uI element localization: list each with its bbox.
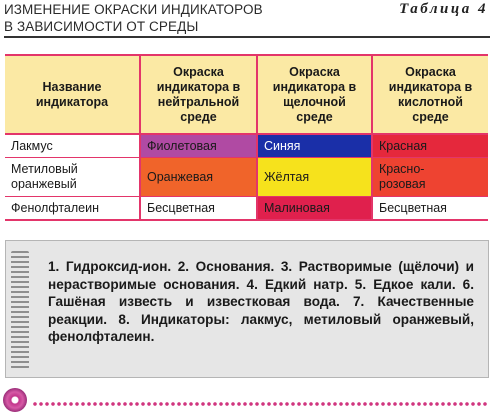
neutral-color-cell: Фиолетовая bbox=[140, 134, 257, 158]
indicator-name-line-1: Метиловый bbox=[11, 162, 78, 176]
header-divider bbox=[4, 36, 490, 38]
neutral-color-cell: Оранжевая bbox=[140, 158, 257, 197]
spiral-binding-icon bbox=[11, 251, 29, 369]
alkaline-color-cell: Жёлтая bbox=[257, 158, 372, 197]
table-header-row bbox=[5, 55, 488, 134]
table-number-label: Таблица 4 bbox=[399, 1, 488, 17]
indicator-name-line-2: оранжевый bbox=[11, 177, 77, 191]
key-terms-text: 1. Гидроксид-ион. 2. Основания. 3. Растворимые (щёлочи) и нерастворимые основания. 4. Едкий натр. 5. Едкое кали. 6. Гашёная известь и известковая вода. 7. Качественные реакции. 8. Индикаторы: лакмус, метиловый оранжевый, фенолфталеин. bbox=[48, 259, 474, 344]
page-header bbox=[4, 0, 490, 40]
column-header-alkaline: Окраска индикатора в щелочной среде bbox=[257, 55, 372, 134]
page-title-line-2: В ЗАВИСИМОСТИ ОТ СРЕДЫ bbox=[4, 19, 199, 34]
acidic-color-line-1: Красно- bbox=[379, 162, 425, 176]
indicator-name-cell: Лакмус bbox=[5, 134, 140, 158]
column-header-neutral: Окраска индикатора в нейтральной среде bbox=[140, 55, 257, 134]
acidic-color-line-2: розовая bbox=[379, 177, 426, 191]
disc-icon bbox=[3, 388, 27, 412]
dotted-divider bbox=[32, 402, 488, 406]
column-header-name: Название индикатора bbox=[5, 55, 140, 134]
acidic-color-cell: Бесцветная bbox=[372, 197, 488, 221]
alkaline-color-cell: Синяя bbox=[257, 134, 372, 158]
page-title-line-1: ИЗМЕНЕНИЕ ОКРАСКИ ИНДИКАТОРОВ bbox=[4, 2, 263, 17]
page-title bbox=[4, 1, 324, 35]
neutral-color-cell: Бесцветная bbox=[140, 197, 257, 221]
key-terms-box bbox=[5, 240, 489, 378]
indicator-color-table bbox=[5, 54, 488, 221]
indicator-name-cell: Фенолфталеин bbox=[5, 197, 140, 221]
table-row-phenolphthalein bbox=[5, 197, 488, 221]
acidic-color-cell: Красная bbox=[372, 134, 488, 158]
alkaline-color-cell: Малиновая bbox=[257, 197, 372, 221]
indicator-name-cell bbox=[5, 158, 140, 197]
column-header-acidic: Окраска индикатора в кислотной среде bbox=[372, 55, 488, 134]
table-row-litmus bbox=[5, 134, 488, 158]
acidic-color-cell bbox=[372, 158, 488, 197]
table-row-methyl-orange bbox=[5, 158, 488, 197]
